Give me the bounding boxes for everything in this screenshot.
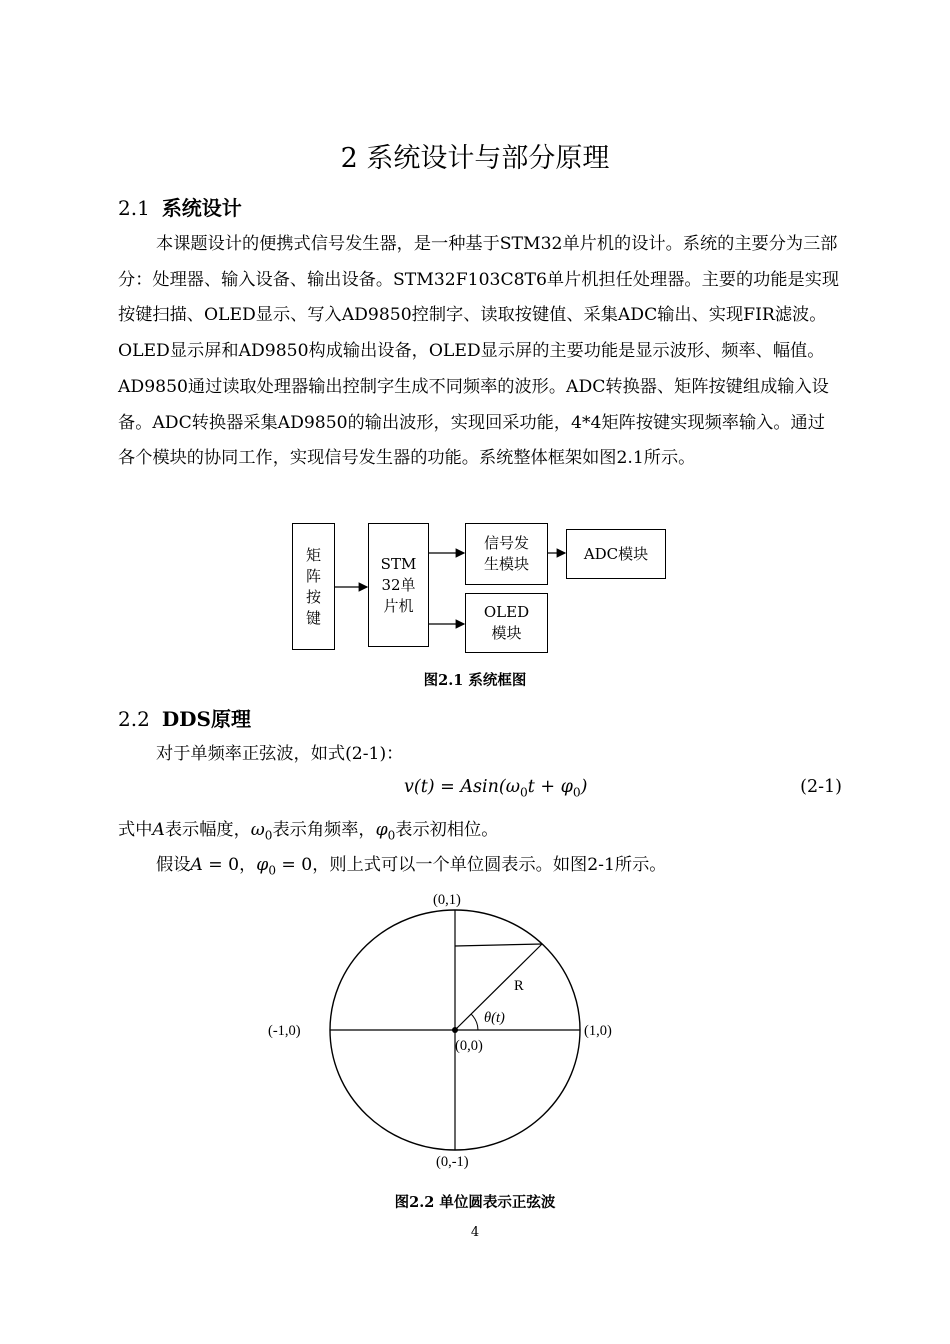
- var-a: A: [152, 820, 165, 840]
- paragraph-text: 本课题设计的便携式信号发生器，是一种基于STM32单片机的设计。系统的主要分为三部分：处理器、输入设备、输出设备。STM32F103C8T6单片机担任处理器。主要的功能是实现按键扫描、OLED显示、写入AD9850控制字、读取按键值、采集ADC输出、实现FIR滤波。OLED显示屏和AD9850构成输出设备，OLED显示屏的主要功能是显示波形、频率、幅值。AD9850通过读取处理器输出控制字生成不同频率的波形。ADC转换器、矩阵按键组成输入设备。ADC转换器采集AD9850的输出波形，实现回采功能，4*4矩阵按键实现频率输入。通过各个模块的协同工作，实现信号发生器的功能。系统整体框架如图2.1所示。: [118, 234, 840, 469]
- block-label: 32单: [381, 575, 416, 594]
- var-phi: φ: [256, 855, 269, 875]
- block-label: 矩: [305, 545, 321, 564]
- block-label: 生模块: [483, 555, 529, 573]
- text: 式中: [118, 820, 153, 840]
- var-phi: φ: [375, 820, 388, 840]
- var-a: A: [190, 855, 203, 875]
- chapter-title: 2 系统设计与部分原理: [340, 143, 610, 174]
- angle-arc: [471, 1014, 478, 1030]
- block-label: 信号发: [483, 534, 529, 552]
- block-label: OLED: [483, 603, 530, 621]
- origin-point: [452, 1027, 458, 1033]
- label-origin: (0,0): [455, 1038, 483, 1054]
- equation-number: (2-1): [800, 777, 842, 797]
- figure-caption-2-1: 图2.1 系统框图: [423, 672, 527, 689]
- block-label: 片机: [383, 596, 414, 615]
- label-angle: θ(t): [484, 1010, 505, 1026]
- text: 假设: [156, 855, 191, 875]
- figure-caption-2-2: 图2.2 单位圆表示正弦波: [394, 1194, 556, 1211]
- block-label: 键: [305, 608, 321, 627]
- block-label: 模块: [491, 624, 522, 642]
- section-title: DDS原理: [161, 707, 251, 731]
- block-label: ADC模块: [583, 544, 649, 563]
- section-title: 系统设计: [161, 196, 242, 220]
- text: 表示幅度，: [164, 820, 251, 840]
- var-omega: ω: [250, 820, 265, 840]
- label-right: (1,0): [584, 1023, 612, 1039]
- block-label: STM: [380, 554, 417, 573]
- paragraph-text: 对于单频率正弦波，如式(2-1)：: [156, 744, 404, 764]
- section-number: 2.2: [118, 707, 150, 731]
- equation-formula: $v(t) = Asin(\omega_0t + \varphi_0)$: [404, 777, 588, 800]
- projection-line: [455, 944, 542, 946]
- text: 表示初相位。: [395, 820, 499, 840]
- label-bottom: (0,-1): [436, 1154, 469, 1170]
- block-label: 阵: [305, 566, 321, 585]
- label-top: (0,1): [433, 892, 461, 908]
- page-number: 4: [470, 1225, 480, 1240]
- paragraph-variables: 式中A表示幅度，$\omega_0$表示角频率，$\varphi_0$表示初相位。: [118, 820, 499, 843]
- label-radius: R: [514, 978, 524, 994]
- section-number: 2.1: [118, 196, 150, 220]
- text: 表示角频率，: [272, 820, 376, 840]
- text: = 0，: [202, 855, 257, 875]
- block-label: 按: [305, 587, 321, 606]
- text: = 0，则上式可以一个单位圆表示。如图2-1所示。: [275, 855, 667, 875]
- paragraph-assumption: 假设A = 0，$\varphi_0 = 0$，则上式可以一个单位圆表示。如图2-1所示。: [156, 855, 667, 878]
- label-left: (-1,0): [268, 1023, 301, 1039]
